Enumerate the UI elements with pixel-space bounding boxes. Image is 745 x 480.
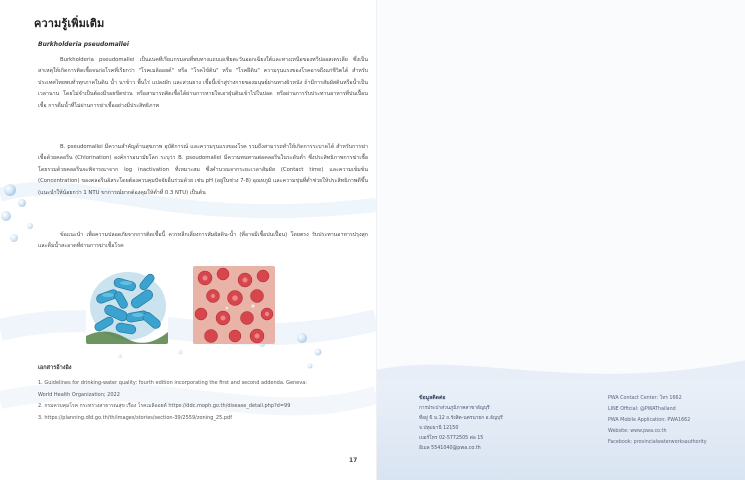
right-page: [376, 0, 745, 480]
page-title: ความรู้เพิ่มเติม: [34, 17, 105, 30]
contact-address: ที่อยู่ 6 ม.12 ถ.รังสิต-นครนายก อ.ธัญบุรี: [419, 416, 503, 421]
contact-info-left: [419, 393, 569, 454]
contact-info-right: [608, 393, 743, 448]
facebook-link[interactable]: Facebook: provincialwaterworksauthority: [608, 440, 707, 445]
reference-item: World Health Organization; 2022: [38, 391, 120, 398]
contact-email: อีเมล 5541040@pwa.co.th: [419, 446, 481, 451]
paragraph-2-text: B. pseudomallei มีความสำคัญด้านสุขภาพ อุบัติการณ์ และความรุนแรงของโรค รวมถึงสามารถทำให้เกิดการระบาดได้ สำหรับการฆ่าเชื้อด้วยคลอรีน (Chlorination) องค์การอนามัยโลก ระบุว่า B. pseudomallei มีความทนทานต่อคลอรีนในระดับต่ำ ซึ่งประสิทธิภาพการฆ่าเชื้อโดยรวมด้วยคลอรีนจะพิจารณาจาก log inactivation ที่เหมาะสม ซึ่งคำนวณจากระยะเวลาสัมผัส (Contact time) และความเข้มข้น (Concentration) ของคลอรีนอิสระโดยต้องควบคุมปัจจัยอื่นร่วมด้วย เช่น pH (อยู่ในช่วง 7-8) อุณหภูมิ และความขุ่นที่ต่ำช่วยให้ประสิทธิภาพดีขึ้น (แนะนำให้น้อยกว่า 1 NTU ขาการณ์ยากต้องคุมให้ต่ำที่ 0.3 NTU) เป็นต้น: [38, 144, 368, 196]
paragraph-1: [38, 55, 368, 147]
page-number: 17: [349, 457, 358, 464]
paragraph-3: [38, 230, 368, 254]
contact-center: PWA Contact Center: โทร 1662: [608, 396, 682, 401]
reference-item: 3. https://planning.dld.go.th/th/images/stories/section-39/2559/zoning_25.pdf: [38, 414, 232, 421]
paragraph-1-text: Burkholderia pseudomallei เป็นแบคทีเรียแกรมลบที่พบทางแถบเอเชียตะวันออกเฉียงใต้และทางเหนือของทวีปออสเตรเลีย ซึ่งเป็นสาเหตุให้เกิดการติดเชื้อจนก่อโรคที่เรียกว่า "โรคเมลิออยด์" หรือ "โรคไข้ดิน" หรือ "โรคฝีดิน" ความรุนแรงของโรคอาจถึงแก่ชีวิตได้ สำหรับประเทศไทยพบทั่วทุกภาคในดิน น้ำ นาข้าว พื้นไร่ แปลงผัก และสวนยาง เชื้อนี้เข้าสู่ร่างกายของมนุษย์ผ่านทางผิวหนัง ถ้ามีการสัมผัสดินหรือน้ำเป็นเวลานาน โดยไม่จำเป็นต้องมีรอยขีดข่วน หรือสามารถติดเชื้อได้ผ่านการหายใจเอาฝุ่นดินเข้าไปในปอด หรือผ่านการรับประทานอาหารที่ปนเปื้อนเชื้อ การดื่มน้ำที่ไม่ผ่านการฆ่าเชื้ออย่างมีประสิทธิภาพ: [38, 57, 368, 109]
contact-province: จ.ปทุมธานี 12150: [419, 426, 459, 431]
contact-phone: เบอร์โทร 02-5772505 ต่อ 15: [419, 436, 484, 441]
contact-office: การประปาส่วนภูมิภาคสาขาธัญบุรี: [419, 406, 490, 411]
paragraph-3-text: ข้อแนะนำ เพื่อความปลอดภัยจากการติดเชื้อนี้ ควรหลีกเลี่ยงการสัมผัสดิน-น้ำ (ที่อาจมีเชื้อปนเปื้อน) โดยตรง รับประทานอาหารปรุงสุก และดื่มน้ำสะอาดที่ผ่านการฆ่าเชื้อโรค: [38, 232, 368, 250]
bacteria-micrograph-image: [86, 266, 168, 344]
reference-item: 2. กรมควบคุมโรค กระทรวงสาธารณสุข เรื่อง โรคเมลิออยด์ https://ddc.moph.go.th/disease_detail.php?d=99: [38, 403, 291, 410]
blood-cells-image: [193, 266, 275, 344]
website-link[interactable]: Website: www.pwa.co.th: [608, 429, 667, 434]
mobile-app: PWA Mobile Application: PWA1662: [608, 418, 691, 423]
reference-item: 1. Guidelines for drinking-water quality: fourth edition incorporating the first and second addenda. Geneva:: [38, 380, 307, 386]
references-title: เอกสารอ้างอิง: [38, 365, 72, 371]
section-subtitle: Burkholderia pseudomallei: [38, 41, 129, 48]
line-official: LINE Official: @PWAThailand: [608, 407, 676, 412]
contact-heading: ข้อมูลติดต่อ: [419, 395, 446, 401]
paragraph-2: [38, 142, 368, 234]
references-list: [38, 378, 328, 424]
